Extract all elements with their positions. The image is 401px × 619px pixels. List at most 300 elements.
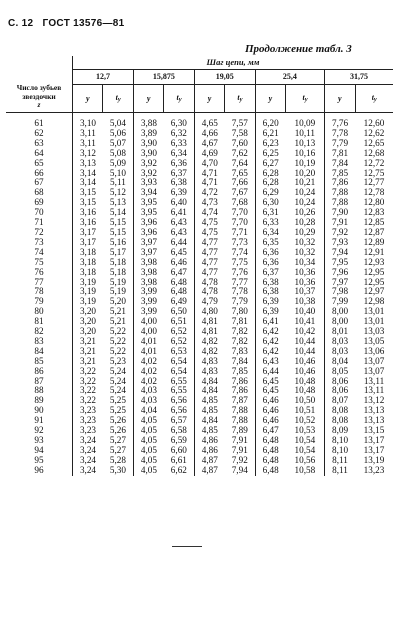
y-value-cell: 6,46 xyxy=(262,395,279,406)
y-value-cell: 6,27 xyxy=(262,157,279,168)
ty-value-cell: 13,07 xyxy=(363,365,385,376)
y-value-cell: 3,92 xyxy=(140,167,157,178)
y-value-cell: 8,11 xyxy=(332,464,348,475)
teeth-count-cell: 92 xyxy=(6,426,73,436)
z-header-line-2: звездочки xyxy=(22,91,56,101)
y-value-cell: 4,75 xyxy=(201,217,218,228)
ty-value-cell: 13,23 xyxy=(363,464,385,475)
ty-value-cell: 6,40 xyxy=(164,198,194,208)
ty-value-cell: 5,12 xyxy=(103,188,133,198)
ty-value-cell: 12,97 xyxy=(363,286,385,297)
z-header-symbol: z xyxy=(37,100,41,109)
y-value-cell: 4,82 xyxy=(201,335,218,346)
y-value-cell: 6,48 xyxy=(262,444,279,455)
ty-value-cell: 10,16 xyxy=(286,149,325,159)
y-value-cell: 3,20 xyxy=(79,326,97,337)
ty-value-cell: 7,58 xyxy=(225,129,255,139)
teeth-count-cell: 65 xyxy=(6,159,73,169)
y-value-cell: 7,84 xyxy=(332,157,349,168)
col-header-t: t xyxy=(371,92,374,102)
ty-value-cell: 6,55 xyxy=(164,386,194,396)
ty-value-cell: 6,54 xyxy=(164,357,194,367)
col-header-t-subscript: y xyxy=(117,95,121,103)
ty-value-cell: 5,19 xyxy=(103,278,133,288)
col-header-y: y xyxy=(255,85,285,113)
y-value-cell: 3,22 xyxy=(79,375,97,386)
y-value-cell: 4,75 xyxy=(201,226,218,237)
y-value-cell: 3,16 xyxy=(79,207,97,218)
ty-value-cell: 12,89 xyxy=(363,236,385,247)
ty-value-cell: 10,11 xyxy=(286,129,325,139)
ty-value-cell: 7,88 xyxy=(225,406,255,416)
teeth-count-cell: 80 xyxy=(6,307,73,317)
ty-value-cell: 5,17 xyxy=(103,248,133,258)
teeth-count-cell: 85 xyxy=(6,357,73,367)
ty-value-cell: 12,95 xyxy=(363,276,385,287)
ty-value-cell: 7,82 xyxy=(225,327,255,337)
ty-value-cell: 7,82 xyxy=(225,337,255,347)
ty-value-cell: 6,53 xyxy=(164,347,194,357)
ty-value-cell: 5,09 xyxy=(103,159,133,169)
y-value-cell: 6,33 xyxy=(262,217,279,228)
ty-value-cell: 10,48 xyxy=(286,377,325,387)
y-value-cell: 3,88 xyxy=(140,118,157,128)
y-value-cell: 7,78 xyxy=(332,127,349,138)
ty-value-cell: 12,72 xyxy=(363,157,385,168)
y-value-cell: 3,90 xyxy=(140,147,157,158)
col-header-t: t xyxy=(115,92,118,102)
ty-value-cell: 10,53 xyxy=(286,426,325,436)
ty-value-cell: 6,58 xyxy=(164,426,194,436)
y-value-cell: 7,88 xyxy=(332,197,349,208)
y-value-cell: 3,11 xyxy=(80,137,96,148)
y-value-cell: 3,17 xyxy=(79,226,97,237)
y-value-cell: 4,66 xyxy=(201,127,218,138)
y-value-cell: 7,76 xyxy=(332,118,349,128)
ty-value-cell: 7,78 xyxy=(225,287,255,297)
y-value-cell: 3,96 xyxy=(140,217,157,228)
teeth-count-cell: 87 xyxy=(6,377,73,387)
y-value-cell: 4,83 xyxy=(201,355,218,366)
y-value-cell: 8,06 xyxy=(332,385,349,396)
y-value-cell: 3,24 xyxy=(79,444,97,455)
ty-value-cell: 13,01 xyxy=(363,306,385,317)
col-header-ty xyxy=(286,85,325,113)
ty-value-cell: 5,21 xyxy=(103,317,133,327)
y-value-cell: 6,21 xyxy=(262,127,279,138)
y-value-cell: 6,42 xyxy=(262,345,279,356)
ty-value-cell: 12,60 xyxy=(363,118,385,128)
y-value-cell: 6,44 xyxy=(262,365,279,376)
teeth-count-cell: 86 xyxy=(6,367,73,377)
y-value-cell: 3,24 xyxy=(79,435,97,445)
ty-value-cell: 12,85 xyxy=(363,217,385,228)
y-value-cell: 3,14 xyxy=(79,177,97,188)
ty-value-cell: 5,10 xyxy=(103,169,133,179)
ty-value-cell: 7,67 xyxy=(225,188,255,198)
y-value-cell: 4,77 xyxy=(201,246,218,257)
y-value-cell: 6,37 xyxy=(262,266,279,277)
ty-value-cell: 12,80 xyxy=(363,197,385,208)
y-value-cell: 3,21 xyxy=(79,355,97,366)
y-value-cell: 4,81 xyxy=(201,316,218,327)
col-header-y: y xyxy=(194,85,224,113)
col-header-ty xyxy=(164,85,194,113)
ty-value-cell: 10,44 xyxy=(286,337,325,347)
ty-value-cell: 10,50 xyxy=(286,396,325,406)
teeth-count-cell: 68 xyxy=(6,188,73,198)
ty-value-cell: 7,62 xyxy=(225,149,255,159)
pitch-header-25-4: 25,4 xyxy=(255,70,324,85)
y-value-cell: 8,00 xyxy=(332,306,349,317)
table-body xyxy=(6,113,393,476)
teeth-count-cell: 66 xyxy=(6,169,73,179)
ty-value-cell: 6,36 xyxy=(164,159,194,169)
ty-value-cell: 7,80 xyxy=(225,307,255,317)
ty-value-cell: 10,40 xyxy=(286,307,325,317)
y-value-cell: 8,04 xyxy=(332,355,349,366)
y-value-cell: 4,81 xyxy=(201,326,218,337)
y-value-cell: 3,23 xyxy=(79,425,97,436)
y-value-cell: 8,10 xyxy=(332,444,349,455)
ty-value-cell: 10,38 xyxy=(286,297,325,307)
ty-value-cell: 6,62 xyxy=(164,466,194,476)
y-value-cell: 4,84 xyxy=(201,375,218,386)
y-value-cell: 6,42 xyxy=(262,326,279,337)
ty-value-cell: 5,24 xyxy=(103,386,133,396)
y-value-cell: 4,79 xyxy=(201,296,218,307)
y-value-cell: 4,03 xyxy=(140,385,157,396)
col-header-t-subscript: y xyxy=(239,95,243,103)
ty-value-cell: 7,66 xyxy=(225,178,255,188)
ty-value-cell: 12,83 xyxy=(363,207,385,218)
y-value-cell: 4,87 xyxy=(201,454,218,465)
ty-value-cell: 7,92 xyxy=(225,456,255,466)
teeth-count-cell: 91 xyxy=(6,416,73,426)
ty-value-cell: 13,11 xyxy=(363,385,385,396)
y-value-cell: 6,45 xyxy=(262,385,279,396)
ty-value-cell: 6,32 xyxy=(164,129,194,139)
y-value-cell: 4,84 xyxy=(201,385,218,396)
y-value-cell: 3,10 xyxy=(79,118,97,128)
y-value-cell: 3,99 xyxy=(140,306,157,317)
y-value-cell: 4,02 xyxy=(140,355,157,366)
ty-value-cell: 7,86 xyxy=(225,386,255,396)
ty-value-cell: 7,86 xyxy=(225,377,255,387)
col-header-ty xyxy=(355,85,393,113)
ty-value-cell: 10,42 xyxy=(286,327,325,337)
ty-value-cell: 13,15 xyxy=(363,425,385,436)
ty-value-cell: 5,14 xyxy=(103,208,133,218)
y-value-cell: 8,03 xyxy=(332,335,349,346)
y-value-cell: 7,98 xyxy=(332,286,349,297)
teeth-count-cell: 76 xyxy=(6,268,73,278)
y-value-cell: 3,97 xyxy=(140,246,157,257)
y-value-cell: 4,77 xyxy=(201,236,218,247)
y-value-cell: 8,11 xyxy=(332,454,348,465)
ty-value-cell: 7,87 xyxy=(225,396,255,406)
col-header-ty xyxy=(103,85,133,113)
y-value-cell: 3,16 xyxy=(79,217,97,228)
y-value-cell: 6,48 xyxy=(262,454,279,465)
y-value-cell: 4,02 xyxy=(140,365,157,376)
z-column-header xyxy=(6,56,73,113)
ty-value-cell: 10,58 xyxy=(286,466,325,476)
ty-value-cell: 13,11 xyxy=(363,375,385,386)
col-header-t: t xyxy=(176,92,179,102)
y-value-cell: 6,48 xyxy=(262,464,279,475)
table-row xyxy=(6,113,393,129)
teeth-count-cell: 96 xyxy=(6,466,73,476)
y-value-cell: 4,01 xyxy=(140,335,157,346)
y-value-cell: 3,18 xyxy=(79,266,97,277)
ty-value-cell: 6,46 xyxy=(164,258,194,268)
y-value-cell: 8,01 xyxy=(332,326,349,337)
teeth-count-cell: 77 xyxy=(6,278,73,288)
y-value-cell: 8,00 xyxy=(332,316,349,327)
y-value-cell: 7,85 xyxy=(332,167,349,178)
ty-value-cell: 12,98 xyxy=(363,296,385,307)
ty-value-cell: 6,41 xyxy=(164,208,194,218)
ty-value-cell: 10,13 xyxy=(286,139,325,149)
y-value-cell: 8,05 xyxy=(332,365,349,376)
ty-value-cell: 7,94 xyxy=(225,466,255,476)
ty-value-cell: 5,25 xyxy=(103,396,133,406)
ty-value-cell: 6,56 xyxy=(164,406,194,416)
ty-value-cell: 10,36 xyxy=(286,268,325,278)
ty-value-cell: 7,75 xyxy=(225,258,255,268)
ty-value-cell: 10,56 xyxy=(286,456,325,466)
y-value-cell: 6,36 xyxy=(262,256,279,267)
y-value-cell: 4,71 xyxy=(201,177,218,188)
y-value-cell: 3,22 xyxy=(79,395,97,406)
ty-value-cell: 12,77 xyxy=(363,177,385,188)
ty-value-cell: 5,26 xyxy=(103,416,133,426)
y-value-cell: 7,88 xyxy=(332,187,349,198)
ty-value-cell: 10,46 xyxy=(286,367,325,377)
table-continuation-title: Продолжение табл. 3 xyxy=(245,43,352,55)
ty-value-cell: 5,22 xyxy=(103,347,133,357)
ty-value-cell: 6,43 xyxy=(164,218,194,228)
ty-value-cell: 10,46 xyxy=(286,357,325,367)
ty-value-cell: 7,65 xyxy=(225,169,255,179)
ty-value-cell: 13,13 xyxy=(363,415,385,426)
ty-value-cell: 10,52 xyxy=(286,416,325,426)
teeth-count-cell: 83 xyxy=(6,337,73,347)
ty-value-cell: 5,15 xyxy=(103,228,133,238)
ty-value-cell: 10,51 xyxy=(286,406,325,416)
ty-value-cell: 6,48 xyxy=(164,278,194,288)
ty-value-cell: 5,07 xyxy=(103,139,133,149)
y-value-cell: 7,86 xyxy=(332,177,349,188)
ty-value-cell: 7,89 xyxy=(225,426,255,436)
y-value-cell: 8,03 xyxy=(332,345,349,356)
ty-value-cell: 10,34 xyxy=(286,258,325,268)
ty-value-cell: 7,85 xyxy=(225,367,255,377)
y-value-cell: 3,15 xyxy=(79,187,97,198)
ty-value-cell: 6,49 xyxy=(164,297,194,307)
y-value-cell: 3,99 xyxy=(140,296,157,307)
teeth-count-cell: 75 xyxy=(6,258,73,268)
y-value-cell: 3,95 xyxy=(140,197,157,208)
y-value-cell: 3,18 xyxy=(79,246,97,257)
ty-value-cell: 10,32 xyxy=(286,248,325,258)
y-value-cell: 3,15 xyxy=(79,197,97,208)
y-value-cell: 4,70 xyxy=(201,157,218,168)
y-value-cell: 7,91 xyxy=(332,217,349,228)
table-row xyxy=(6,268,393,278)
ty-value-cell: 5,23 xyxy=(103,357,133,367)
y-value-cell: 7,94 xyxy=(332,246,349,257)
teeth-count-cell: 64 xyxy=(6,149,73,159)
ty-value-cell: 10,09 xyxy=(286,113,325,129)
ty-value-cell: 7,70 xyxy=(225,218,255,228)
ty-value-cell: 10,24 xyxy=(286,188,325,198)
y-value-cell: 4,80 xyxy=(201,306,218,317)
ty-value-cell: 7,84 xyxy=(225,357,255,367)
teeth-count-cell: 95 xyxy=(6,456,73,466)
teeth-count-cell: 70 xyxy=(6,208,73,218)
y-value-cell: 3,98 xyxy=(140,266,157,277)
y-value-cell: 8,07 xyxy=(332,395,349,406)
y-value-cell: 4,65 xyxy=(201,118,218,128)
y-value-cell: 3,96 xyxy=(140,226,157,237)
y-value-cell: 4,01 xyxy=(140,345,157,356)
y-value-cell: 4,05 xyxy=(140,435,157,445)
ty-value-cell: 7,77 xyxy=(225,278,255,288)
ty-value-cell: 6,39 xyxy=(164,188,194,198)
y-value-cell: 4,87 xyxy=(201,464,218,475)
y-value-cell: 7,79 xyxy=(332,137,349,148)
y-value-cell: 3,99 xyxy=(140,286,157,297)
y-value-cell: 3,94 xyxy=(140,187,157,198)
y-value-cell: 7,93 xyxy=(332,236,349,247)
ty-value-cell: 13,19 xyxy=(363,454,385,465)
ty-value-cell: 12,68 xyxy=(363,147,385,158)
y-value-cell: 6,41 xyxy=(262,316,279,327)
y-value-cell: 6,34 xyxy=(262,226,279,237)
y-value-cell: 4,04 xyxy=(140,405,157,416)
y-value-cell: 6,46 xyxy=(262,415,279,426)
chain-pitch-header: Шаг цепи, мм xyxy=(73,56,394,70)
y-value-cell: 6,48 xyxy=(262,435,279,445)
ty-value-cell: 5,06 xyxy=(103,129,133,139)
y-value-cell: 4,83 xyxy=(201,365,218,376)
y-value-cell: 3,20 xyxy=(79,316,97,327)
z-header-line-1: Число зубьев xyxy=(16,83,62,92)
y-value-cell: 4,74 xyxy=(201,207,218,218)
y-value-cell: 6,46 xyxy=(262,405,279,416)
y-value-cell: 3,93 xyxy=(140,177,157,188)
ty-value-cell: 6,51 xyxy=(164,317,194,327)
y-value-cell: 3,19 xyxy=(79,276,97,287)
ty-value-cell: 13,13 xyxy=(363,405,385,416)
ty-value-cell: 6,54 xyxy=(164,367,194,377)
y-value-cell: 3,22 xyxy=(79,365,97,376)
teeth-count-cell: 88 xyxy=(6,386,73,396)
ty-value-cell: 12,78 xyxy=(363,187,385,198)
pitch-header-19-05: 19,05 xyxy=(194,70,255,85)
teeth-count-cell: 90 xyxy=(6,406,73,416)
col-header-ty xyxy=(225,85,255,113)
ty-value-cell: 7,60 xyxy=(225,139,255,149)
ty-value-cell: 5,27 xyxy=(103,446,133,456)
ty-value-cell: 7,91 xyxy=(225,436,255,446)
y-value-cell: 3,24 xyxy=(79,454,97,465)
y-value-cell: 6,36 xyxy=(262,246,279,257)
y-value-cell: 3,90 xyxy=(140,137,157,148)
y-value-cell: 4,69 xyxy=(201,147,218,158)
ty-value-cell: 10,36 xyxy=(286,278,325,288)
y-value-cell: 4,78 xyxy=(201,276,218,287)
ty-value-cell: 10,26 xyxy=(286,208,325,218)
ty-value-cell: 6,60 xyxy=(164,446,194,456)
y-value-cell: 6,35 xyxy=(262,236,279,247)
y-value-cell: 4,86 xyxy=(201,444,218,455)
y-value-cell: 4,02 xyxy=(140,375,157,386)
ty-value-cell: 5,08 xyxy=(103,149,133,159)
y-value-cell: 6,23 xyxy=(262,137,279,148)
y-value-cell: 7,92 xyxy=(332,226,349,237)
col-header-y: y xyxy=(133,85,163,113)
ty-value-cell: 5,22 xyxy=(103,337,133,347)
y-value-cell: 6,45 xyxy=(262,375,279,386)
ty-value-cell: 6,57 xyxy=(164,416,194,426)
y-value-cell: 3,24 xyxy=(79,464,97,475)
y-value-cell: 4,05 xyxy=(140,444,157,455)
y-value-cell: 8,08 xyxy=(332,405,349,416)
ty-value-cell: 5,25 xyxy=(103,406,133,416)
ty-value-cell: 6,37 xyxy=(164,169,194,179)
ty-value-cell: 5,28 xyxy=(103,456,133,466)
teeth-count-cell: 63 xyxy=(6,139,73,149)
teeth-count-cell: 81 xyxy=(6,317,73,327)
ty-value-cell: 13,06 xyxy=(363,345,385,356)
ty-value-cell: 7,91 xyxy=(225,446,255,456)
ty-value-cell: 10,32 xyxy=(286,238,325,248)
y-value-cell: 7,99 xyxy=(332,296,349,307)
ty-value-cell: 7,68 xyxy=(225,198,255,208)
ty-value-cell: 5,18 xyxy=(103,258,133,268)
ty-value-cell: 10,54 xyxy=(286,446,325,456)
y-value-cell: 4,72 xyxy=(201,187,218,198)
ty-value-cell: 7,88 xyxy=(225,416,255,426)
ty-value-cell: 5,16 xyxy=(103,238,133,248)
ty-value-cell: 13,12 xyxy=(363,395,385,406)
y-value-cell: 3,18 xyxy=(79,256,97,267)
ty-value-cell: 7,74 xyxy=(225,248,255,258)
ty-value-cell: 13,07 xyxy=(363,355,385,366)
y-value-cell: 3,92 xyxy=(140,157,157,168)
y-value-cell: 4,86 xyxy=(201,435,218,445)
ty-value-cell: 10,24 xyxy=(286,198,325,208)
ty-value-cell: 5,15 xyxy=(103,218,133,228)
y-value-cell: 3,13 xyxy=(79,157,97,168)
teeth-count-cell: 82 xyxy=(6,327,73,337)
ty-value-cell: 6,61 xyxy=(164,456,194,466)
teeth-count-cell: 69 xyxy=(6,198,73,208)
ty-value-cell: 10,19 xyxy=(286,159,325,169)
y-value-cell: 3,19 xyxy=(79,296,97,307)
ty-value-cell: 13,17 xyxy=(363,444,385,455)
ty-value-cell: 5,27 xyxy=(103,436,133,446)
ty-value-cell: 13,01 xyxy=(363,316,385,327)
ty-value-cell: 5,19 xyxy=(103,287,133,297)
ty-value-cell: 5,13 xyxy=(103,198,133,208)
y-value-cell: 7,96 xyxy=(332,266,349,277)
y-value-cell: 6,29 xyxy=(262,187,279,198)
ty-value-cell: 12,75 xyxy=(363,167,385,178)
